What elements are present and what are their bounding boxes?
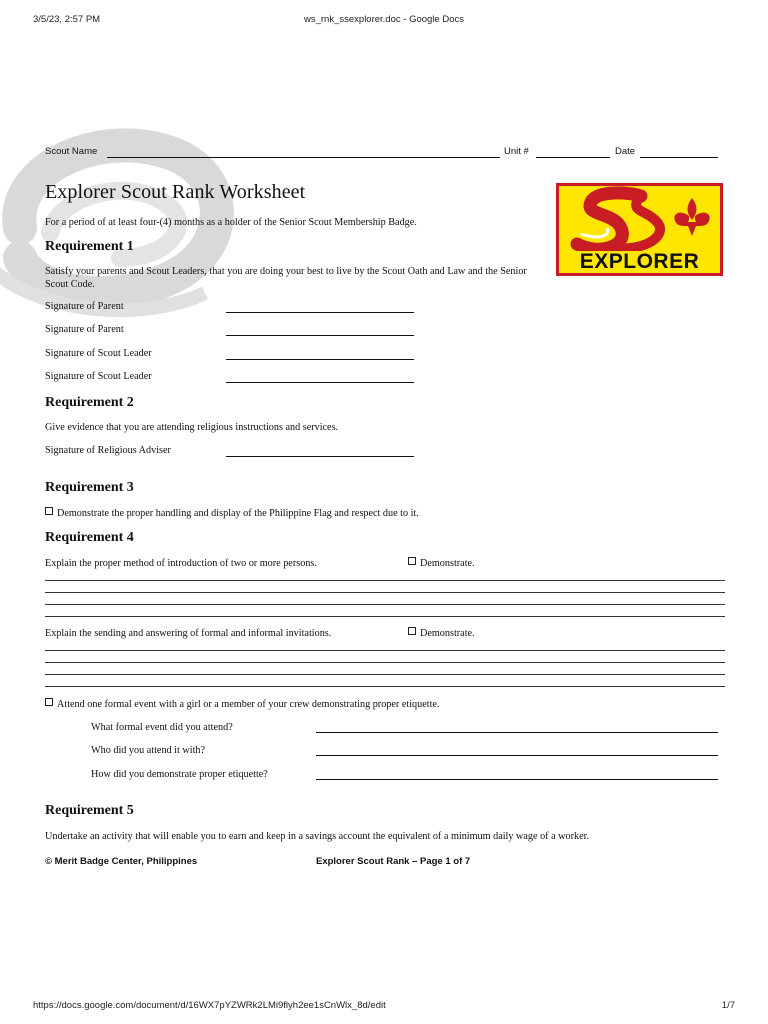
logo-word: EXPLORER [579, 250, 700, 273]
req3-item [45, 507, 419, 520]
answer-line[interactable] [45, 592, 725, 593]
question-3-line[interactable] [316, 779, 718, 780]
req4-heading: Requirement 4 [45, 530, 134, 545]
explorer-logo [556, 183, 723, 276]
req2-text: Give evidence that you are attending religious instructions and services. [45, 422, 339, 433]
sig-parent-2-line[interactable] [226, 335, 414, 336]
date-field[interactable] [640, 157, 718, 158]
sig-leader-2-line[interactable] [226, 382, 414, 383]
answer-line[interactable] [45, 604, 725, 605]
unit-field[interactable] [536, 157, 610, 158]
req3-item-text: Demonstrate the proper handling and display of the Philippine Flag and respect due to it. [57, 508, 419, 519]
sig-leader-1-label: Signature of Scout Leader [45, 348, 152, 359]
sig-leader-2-label: Signature of Scout Leader [45, 371, 152, 382]
scout-name-field[interactable] [107, 157, 500, 158]
answer-line[interactable] [45, 662, 725, 663]
req5-heading: Requirement 5 [45, 803, 134, 818]
print-page-number: 1/7 [721, 1000, 735, 1011]
sig-religious-label: Signature of Religious Adviser [45, 445, 171, 456]
req4-item3 [45, 698, 439, 711]
sig-parent-1-label: Signature of Parent [45, 301, 124, 312]
answer-line[interactable] [45, 650, 725, 651]
req4-item2-text: Explain the sending and answering of formal and informal invitations. [45, 628, 332, 639]
question-2-line[interactable] [316, 755, 718, 756]
print-datetime: 3/5/23, 2:57 PM [33, 14, 101, 25]
answer-line[interactable] [45, 580, 725, 581]
date-label: Date [615, 146, 636, 157]
req4-item1-text: Explain the proper method of introduction of two or more persons. [45, 558, 317, 569]
scout-info-row [45, 146, 725, 160]
req2-heading: Requirement 2 [45, 395, 134, 410]
question-1-line[interactable] [316, 732, 718, 733]
answer-line[interactable] [45, 674, 725, 675]
req4-item3-text: Attend one formal event with a girl or a member of your crew demonstrating proper etiquette. [57, 699, 440, 710]
sig-religious-line[interactable] [226, 456, 414, 457]
req1-heading: Requirement 1 [45, 239, 134, 254]
answer-line[interactable] [45, 616, 725, 617]
footer-copyright: © Merit Badge Center, Philippines [45, 856, 198, 867]
question-2-label: Who did you attend it with? [91, 745, 206, 756]
req4-item2-demo-text: Demonstrate. [420, 628, 475, 639]
checkbox[interactable] [45, 698, 53, 706]
req5-text: Undertake an activity that will enable you to earn and keep in a savings account the equivalent of a minimum daily wage of a worker. [45, 831, 590, 842]
page-title: Explorer Scout Rank Worksheet [45, 181, 306, 203]
question-3-label: How did you demonstrate proper etiquette? [91, 769, 268, 780]
req4-item2-demo [408, 627, 475, 640]
req3-heading: Requirement 3 [45, 480, 134, 495]
print-doc-title: ws_rnk_ssexplorer.doc - Google Docs [304, 14, 464, 25]
sig-parent-1-line[interactable] [226, 312, 414, 313]
fleur-de-lis-icon [674, 198, 709, 236]
unit-label: Unit # [504, 146, 529, 157]
scout-name-label: Scout Name [45, 146, 98, 157]
intro-text: For a period of at least four-(4) months as a holder of the Senior Scout Membership Badge. [45, 217, 417, 228]
answer-line[interactable] [45, 686, 725, 687]
req4-item1-demo-text: Demonstrate. [420, 558, 475, 569]
checkbox[interactable] [45, 507, 53, 515]
sig-leader-1-line[interactable] [226, 359, 414, 360]
checkbox[interactable] [408, 557, 416, 565]
sig-parent-2-label: Signature of Parent [45, 324, 124, 335]
question-1-label: What formal event did you attend? [91, 722, 233, 733]
req1-text: Satisfy your parents and Scout Leaders, that you are doing your best to live by the Scout Oath and Law and the Senior Scout Code. [45, 266, 527, 290]
req4-item1-demo [408, 557, 475, 570]
print-url: https://docs.google.com/document/d/16WX7pYZWRk2LMi9flyh2ee1sCnWlx_8d/edit [33, 1000, 386, 1011]
checkbox[interactable] [408, 627, 416, 635]
footer-page-info: Explorer Scout Rank – Page 1 of 7 [316, 856, 471, 867]
